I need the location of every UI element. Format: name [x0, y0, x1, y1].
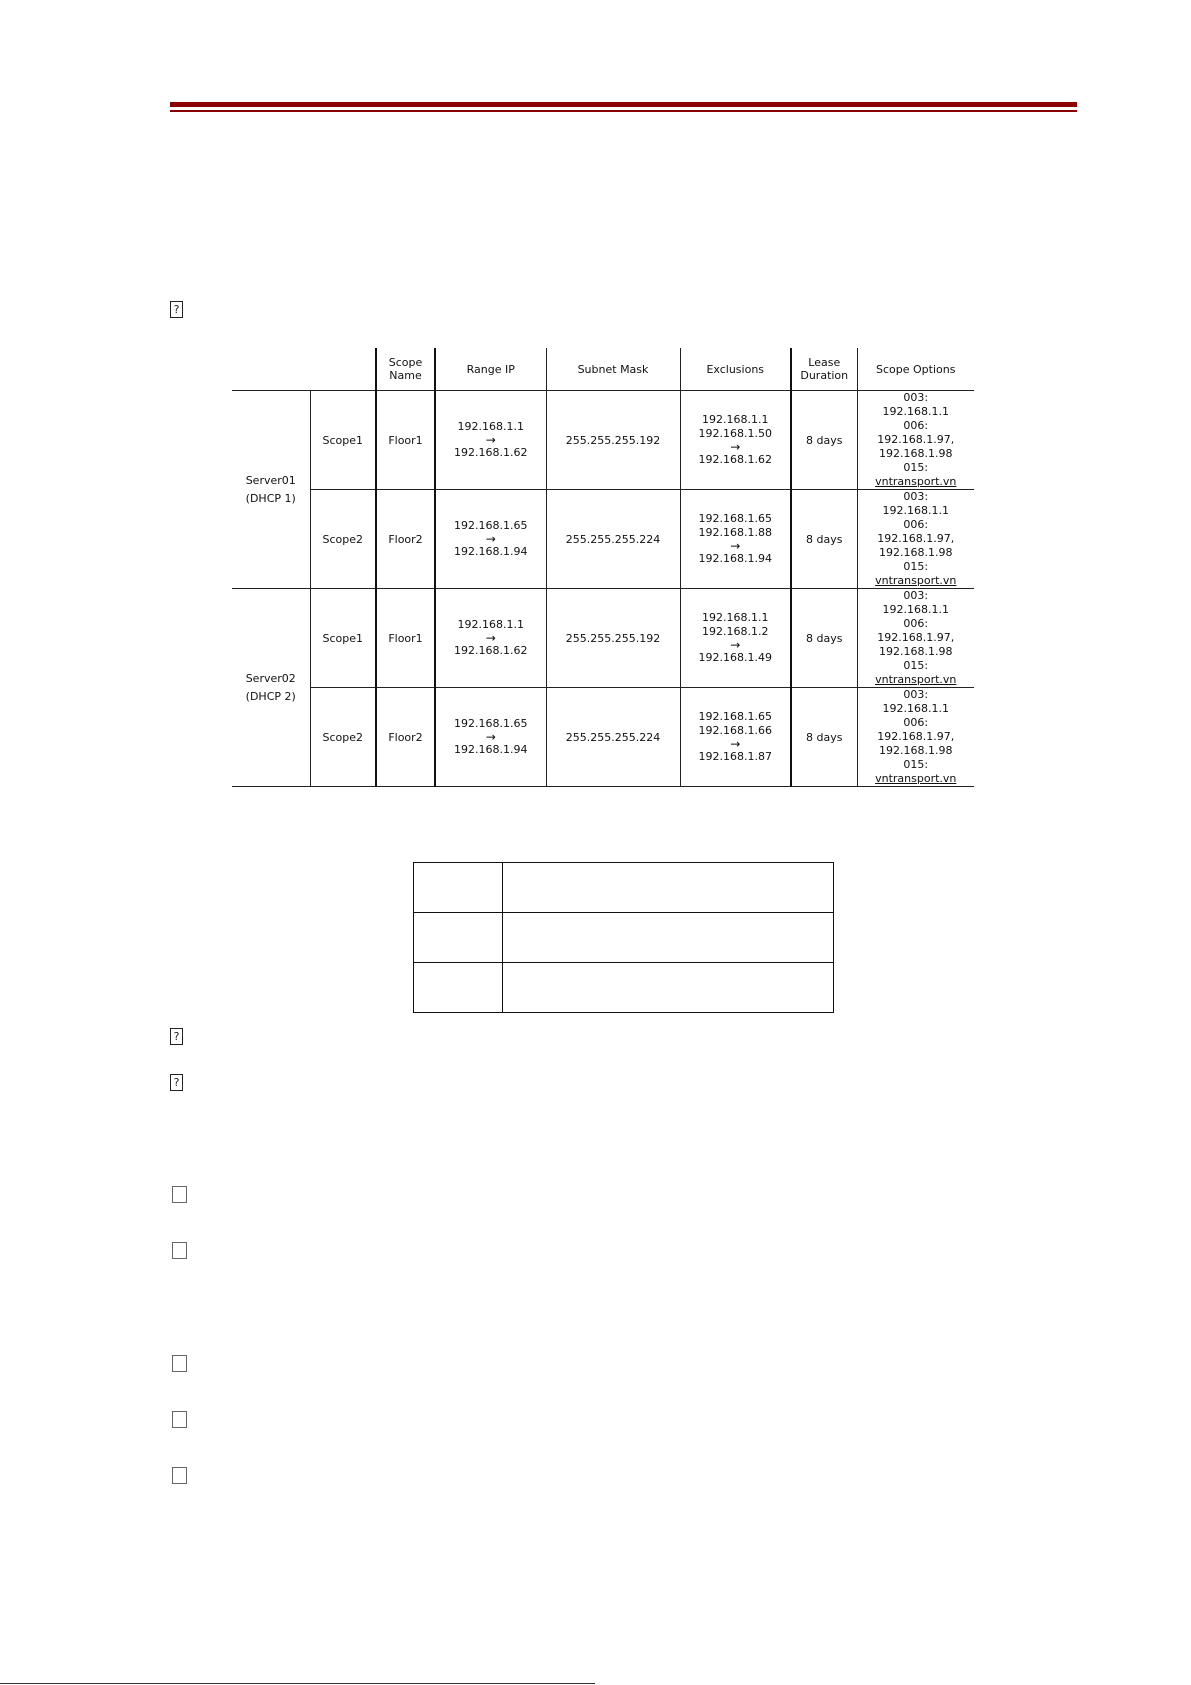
- option-line: 192.168.1.98: [879, 744, 953, 757]
- scope-name-cell: Floor2: [376, 688, 435, 787]
- exclusions-cell: [680, 490, 791, 589]
- option-line: 192.168.1.97,: [877, 730, 955, 743]
- option-line: 192.168.1.1: [882, 504, 949, 517]
- option-line: 003:: [903, 688, 929, 701]
- option-line: 192.168.1.1: [882, 603, 949, 616]
- server-cell: [232, 391, 310, 589]
- subnet-mask-cell: 255.255.255.224: [546, 688, 680, 787]
- exclusions-cell: [680, 589, 791, 688]
- scope-name-cell: Floor1: [376, 391, 435, 490]
- table-cell: [503, 913, 834, 963]
- scope-cell: Scope1: [310, 589, 376, 688]
- option-line: 192.168.1.97,: [877, 631, 955, 644]
- bullet-box-icon: [172, 1186, 187, 1203]
- exclusion-line: 192.168.1.88: [698, 526, 772, 539]
- option-line: 192.168.1.98: [879, 447, 953, 460]
- exclusions-cell: [680, 688, 791, 787]
- option-line: vntransport.vn: [875, 574, 957, 587]
- dhcp-scope-table: [232, 348, 974, 787]
- table-cell: [414, 963, 503, 1013]
- lease-cell: 8 days: [791, 589, 857, 688]
- option-line: 192.168.1.1: [882, 702, 949, 715]
- exclusion-line: 192.168.1.66: [698, 724, 772, 737]
- arrow-right-icon: →: [485, 433, 496, 447]
- exclusion-line: 192.168.1.65: [698, 710, 772, 723]
- missing-glyph-icon: ?: [170, 301, 183, 318]
- scope-options-cell: [857, 688, 974, 787]
- scope-name-cell: Floor1: [376, 589, 435, 688]
- server-cell: [232, 589, 310, 787]
- range-start: 192.168.1.65: [454, 717, 528, 730]
- range-end: 192.168.1.62: [454, 644, 528, 657]
- arrow-right-icon: →: [485, 730, 496, 744]
- option-line: 006:: [903, 716, 929, 729]
- bullet-box-icon: [172, 1242, 187, 1259]
- lease-cell: 8 days: [791, 688, 857, 787]
- exclusion-line: 192.168.1.1: [702, 413, 769, 426]
- option-line: vntransport.vn: [875, 673, 957, 686]
- empty-table: [413, 862, 834, 1013]
- arrow-right-icon: →: [730, 440, 741, 454]
- server-role: (DHCP 2): [245, 689, 296, 703]
- header-scope-options: Scope Options: [857, 348, 974, 391]
- option-line: 003:: [903, 589, 929, 602]
- arrow-right-icon: →: [730, 539, 741, 553]
- option-line: 192.168.1.1: [882, 405, 949, 418]
- option-line: 015:: [903, 758, 929, 771]
- arrow-right-icon: →: [730, 737, 741, 751]
- option-line: 003:: [903, 391, 929, 404]
- exclusion-line: 192.168.1.62: [698, 453, 772, 466]
- header-range-ip: Range IP: [435, 348, 546, 391]
- table-row: [232, 490, 974, 589]
- header-lease-duration: Lease Duration: [791, 348, 857, 391]
- option-line: 192.168.1.98: [879, 546, 953, 559]
- option-line: 006:: [903, 518, 929, 531]
- server-name: Server02: [245, 671, 296, 685]
- header-scope-name: Scope Name: [376, 348, 435, 391]
- exclusion-line: 192.168.1.1: [702, 611, 769, 624]
- exclusion-line: 192.168.1.65: [698, 512, 772, 525]
- lease-cell: 8 days: [791, 391, 857, 490]
- header-rule-thick: [170, 102, 1077, 107]
- bullet-box-icon: [172, 1411, 187, 1428]
- table-row: [232, 688, 974, 787]
- footer-rule: [0, 1683, 595, 1684]
- missing-glyph-icon: ?: [170, 1028, 183, 1045]
- exclusion-line: 192.168.1.49: [698, 651, 772, 664]
- option-line: 015:: [903, 560, 929, 573]
- table-cell: [414, 913, 503, 963]
- table-row: [414, 963, 834, 1013]
- option-line: 015:: [903, 461, 929, 474]
- bullet-box-icon: [172, 1355, 187, 1372]
- option-line: vntransport.vn: [875, 475, 957, 488]
- range-ip-cell: [435, 391, 546, 490]
- range-end: 192.168.1.62: [454, 446, 528, 459]
- missing-glyph-icon: ?: [170, 1074, 183, 1091]
- server-role: (DHCP 1): [245, 491, 296, 505]
- option-line: vntransport.vn: [875, 772, 957, 785]
- subnet-mask-cell: 255.255.255.192: [546, 391, 680, 490]
- header-cell-blank: [310, 348, 376, 391]
- option-line: 006:: [903, 617, 929, 630]
- subnet-mask-cell: 255.255.255.192: [546, 589, 680, 688]
- lease-cell: 8 days: [791, 490, 857, 589]
- scope-cell: Scope2: [310, 688, 376, 787]
- option-line: 003:: [903, 490, 929, 503]
- option-line: 192.168.1.98: [879, 645, 953, 658]
- scope-cell: Scope2: [310, 490, 376, 589]
- table-cell: [503, 863, 834, 913]
- table-row: [414, 863, 834, 913]
- scope-options-cell: [857, 490, 974, 589]
- table-row: [232, 589, 974, 688]
- exclusion-line: 192.168.1.50: [698, 427, 772, 440]
- header-rule-thin: [170, 110, 1077, 112]
- table-row: [414, 913, 834, 963]
- arrow-right-icon: →: [730, 638, 741, 652]
- exclusion-line: 192.168.1.94: [698, 552, 772, 565]
- header-exclusions: Exclusions: [680, 348, 791, 391]
- exclusion-line: 192.168.1.87: [698, 750, 772, 763]
- scope-options-cell: [857, 589, 974, 688]
- server-name: Server01: [245, 473, 296, 487]
- option-line: 192.168.1.97,: [877, 433, 955, 446]
- scope-name-cell: Floor2: [376, 490, 435, 589]
- range-end: 192.168.1.94: [454, 743, 528, 756]
- scope-options-cell: [857, 391, 974, 490]
- option-line: 006:: [903, 419, 929, 432]
- subnet-mask-cell: 255.255.255.224: [546, 490, 680, 589]
- range-start: 192.168.1.1: [457, 618, 524, 631]
- bullet-box-icon: [172, 1467, 187, 1484]
- range-start: 192.168.1.65: [454, 519, 528, 532]
- header-subnet-mask: Subnet Mask: [546, 348, 680, 391]
- arrow-right-icon: →: [485, 631, 496, 645]
- table-cell: [414, 863, 503, 913]
- exclusions-cell: [680, 391, 791, 490]
- table-cell: [503, 963, 834, 1013]
- range-start: 192.168.1.1: [457, 420, 524, 433]
- arrow-right-icon: →: [485, 532, 496, 546]
- range-ip-cell: [435, 688, 546, 787]
- header-cell-blank: [232, 348, 310, 391]
- exclusion-line: 192.168.1.2: [702, 625, 769, 638]
- range-ip-cell: [435, 589, 546, 688]
- scope-cell: Scope1: [310, 391, 376, 490]
- table-row: [232, 391, 974, 490]
- range-ip-cell: [435, 490, 546, 589]
- option-line: 192.168.1.97,: [877, 532, 955, 545]
- option-line: 015:: [903, 659, 929, 672]
- range-end: 192.168.1.94: [454, 545, 528, 558]
